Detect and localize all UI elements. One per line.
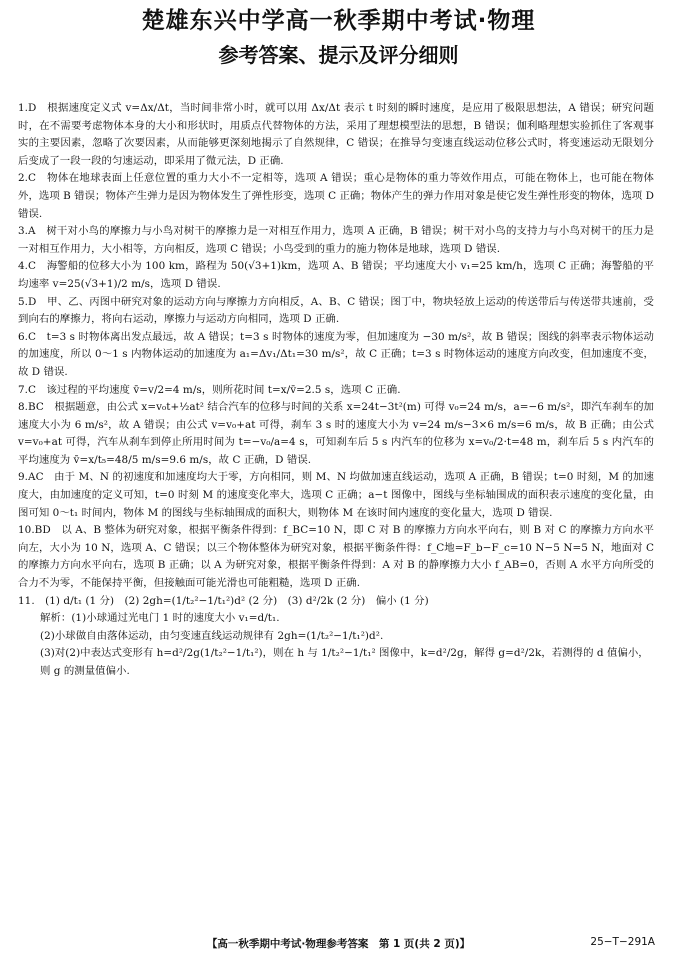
answer-item-4: [18, 258, 654, 293]
analysis-line-1: 解析：(1)小球通过光电门 1 时的速度大小 v₁=d/t₁.: [40, 612, 280, 625]
answer-text: 根据题意，由公式 x=v₀t+½at² 结合汽车的位移与时间的关系 x=24t−3t²(m) 可得 v₀=24 m/s，a=−6 m/s²，即汽车刹车的加速度大小为 6 m/s²，故 A 错误；由公式 v=v₀+at 可得，刹车 3 s 时的速度大小为 v=24 m/s−3×6 m/s=6 m/s，故 B 正确；由公式 v=v₀+at 可得，汽车从刹车到停止所用时间为 t=−v₀/a=4 s，可知刹车后 5 s 内汽车的位移为 x=v₀/2·t=48 m，刹车后 5 s 内汽车的平均速度为 v̄=x/t₅=48/5 m/s=9.6 m/s，故 C 正确，D 错误.: [18, 401, 654, 466]
answer-number: 4.C: [18, 260, 37, 273]
answer-item-2: [18, 170, 654, 223]
answer-list: [18, 100, 654, 681]
footer-code: 25−T−291A: [590, 936, 655, 948]
answer-text: t=3 s 时物体离出发点最远，故 A 错误；t=3 s 时物体的速度为零，但加速度为 −30 m/s²，故 B 错误；图线的斜率表示物体运动的加速度，所以 0～1 s 内物体运动的加速度为 a₁=Δv₁/Δt₁=30 m/s²，故 C 正确；t=3 s 时物体运动的速度方向改变，但加速度不变，故 D 错误.: [18, 330, 654, 378]
page-subtitle: 参考答案、提示及评分细则: [218, 43, 459, 67]
answer-number: 5.D: [18, 295, 37, 308]
analysis-line-3: (3)对(2)中表达式变形有 h=d²/2g(1/t₂²−1/t₁²)，则在 h 与 1/t₂²−1/t₁² 图像中，k=d²/2g，解得 g=d²/2k，若测得的 d 值偏小，则 g 的测量值偏小.: [40, 647, 649, 677]
answer-item-1: [18, 100, 654, 170]
answer-text: 该过程的平均速度 v̄=v/2=4 m/s，则所花时间 t=x/v̄=2.5 s，选项 C 正确.: [46, 383, 401, 396]
answer-number: 11.: [18, 594, 35, 607]
answer-number: 7.C: [18, 383, 37, 396]
answer-number: 8.BC: [18, 401, 44, 414]
answer-item-9: [18, 469, 654, 522]
answer-item-6: [18, 329, 654, 382]
answer-text: 根据速度定义式 v=Δx/Δt，当时间非常小时，就可以用 Δx/Δt 表示 t 时刻的瞬时速度，是应用了极限思想法，A 错误；研究问题时，在不需要考虑物体本身的大小和形状时，用质点代替物体的方法，采用了理想模型法的思想，B 错误；伽利略理想实验抓住了客观事实的主要因素，忽略了次要因素，从而能够更深刻地揭示了自然规律，C 错误；在推导匀变速直线运动位移公式时，将变速运动无限划分后变成了一段一段的匀速运动，即采用了微元法，D 正确.: [18, 102, 654, 167]
answer-number: 9.AC: [18, 471, 44, 484]
footer-page-info: 【高一秋季期中考试·物理参考答案 第 1 页(共 2 页)】: [206, 938, 471, 950]
answer-text: 物体在地球表面上任意位置的重力大小不一定相等，选项 A 错误；重心是物体的重力等效作用点，可能在物体上，也可能在物体外，选项 B 错误；物体产生弹力是因为物体发生了弹性形变，选项 C 正确；物体产生的弹力作用对象是使它发生弹性形变的物体，选项 D 错误.: [18, 172, 654, 220]
answer-number: 2.C: [18, 172, 37, 185]
page-title: 楚雄东兴中学高一秋季期中考试·物理: [141, 8, 536, 34]
answer-text: (1) d/t₁ (1 分) (2) 2gh=(1/t₂²−1/t₁²)d² (2 分) (3) d²/2k (2 分) 偏小 (1 分): [45, 594, 429, 607]
answer-number: 10.BD: [18, 524, 51, 537]
answer-number: 1.D: [18, 102, 37, 114]
answer-item-8: [18, 399, 654, 469]
answer-item-10: [18, 522, 654, 592]
answer-number: 3.A: [18, 225, 36, 238]
answer-item-5: [18, 294, 654, 329]
answer-text: 海警船的位移大小为 100 km，路程为 50(√3+1)km，选项 A、B 错误；平均速度大小 v₁=25 km/h，选项 C 正确；海警船的平均速率 v=25(√3+1)/2 m/s，选项 D 错误.: [18, 260, 654, 290]
answer-item-3: [18, 223, 654, 258]
answer-text: 树干对小鸟的摩擦力与小鸟对树干的摩擦力是一对相互作用力，选项 A 正确，B 错误；树干对小鸟的支持力与小鸟对树干的压力是一对相互作用力，大小相等，方向相反，选项 C 错误；小鸟受到的重力的施力物体是地球，选项 D 错误.: [18, 225, 654, 255]
answer-item-7: [18, 382, 654, 400]
answer-text: 以 A、B 整体为研究对象，根据平衡条件得到：f_BC=10 N，即 C 对 B 的摩擦力方向水平向右，则 B 对 C 的摩擦力方向水平向左，大小为 10 N，选项 A、C 错误；以三个物体整体为研究对象，根据平衡条件得：f_C地=F_b−F_c=10 N−5 N=5 N，地面对 C 的摩擦力方向水平向右，选项 B 正确；以 A 为研究对象，根据平衡条件得到：A 对 B 的静摩擦力大小 f_AB=0，否则 A 水平方向所受的合力不为零，不能保持平衡，但接触面可能光滑也可能粗糙，选项 D 正确.: [18, 524, 654, 590]
answer-text: 由于 M、N 的初速度和加速度均大于零，方向相同，则 M、N 均做加速直线运动，选项 A 正确，B 错误；t=0 时刻，M 的加速度大，由加速度的定义可知，t=0 时刻 M 的速度变化率大，选项 C 正确；a−t 图像中，图线与坐标轴围成的面积表示速度的变化量，由图可知 0～t₁ 时间内，物体 M 的图线与坐标轴围成的面积大，则物体 M 在该时间内速度的变化量大，选项 D 错误.: [18, 471, 654, 519]
answer-number: 6.C: [18, 330, 37, 343]
analysis-line-2: (2)小球做自由落体运动，由匀变速直线运动规律有 2gh=(1/t₂²−1/t₁²)d².: [40, 629, 384, 642]
page-footer: [0, 934, 677, 954]
answer-item-11: [18, 593, 654, 611]
answer-text: 甲、乙、丙图中研究对象的运动方向与摩擦力方向相反，A、B、C 错误；图丁中，物块轻放上运动的传送带后与传送带共速前，受到向右的摩擦力，将向右运动，摩擦力与运动方向相同，选项 D 正确.: [18, 295, 654, 326]
